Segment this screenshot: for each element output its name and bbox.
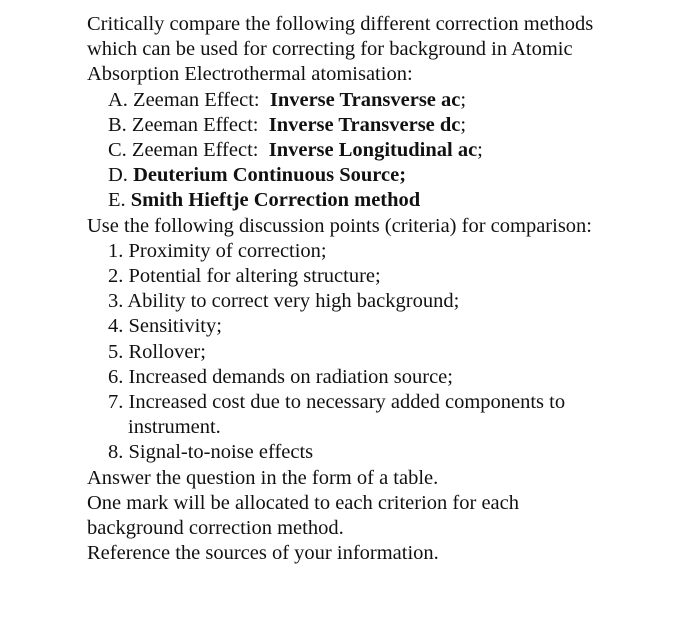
intro-line-3: Absorption Electrothermal atomisation:: [87, 63, 413, 86]
criterion-item-4: 4. Sensitivity;: [108, 315, 222, 338]
criteria-intro: Use the following discussion points (criteria) for comparison:: [87, 214, 592, 237]
criterion-item-7-continuation: instrument.: [128, 416, 221, 439]
intro-line-1: Critically compare the following different correction methods: [87, 13, 594, 35]
method-c-suffix: ;: [477, 139, 483, 162]
closing-line-2: One mark will be allocated to each criterion for each: [87, 491, 520, 514]
method-e-name: Smith Hieftje Correction method: [130, 189, 421, 212]
method-a-prefix: A. Zeeman Effect:: [108, 88, 270, 111]
method-c-name: Inverse Longitudinal ac: [268, 139, 478, 162]
criterion-item-5: 5. Rollover;: [108, 340, 206, 363]
intro-line-2: which can be used for correcting for background in Atomic: [87, 38, 573, 61]
closing-line-4: Reference the sources of your information.: [87, 542, 439, 565]
criterion-item-2: 2. Potential for altering structure;: [108, 265, 381, 288]
closing-line-1: Answer the question in the form of a table.: [87, 466, 439, 489]
criterion-item-1: 1. Proximity of correction;: [108, 239, 327, 262]
criterion-item-6: 6. Increased demands on radiation source;: [108, 365, 453, 388]
criterion-item-3: 3. Ability to correct very high background;: [108, 290, 460, 313]
method-b-suffix: ;: [460, 113, 467, 136]
criterion-item-8: 8. Signal-to-noise effects: [108, 441, 314, 464]
method-a-name: Inverse Transverse ac: [269, 88, 461, 111]
method-a-suffix: ;: [460, 88, 467, 111]
method-d-prefix: D.: [108, 164, 134, 187]
method-c-prefix: C. Zeeman Effect:: [108, 139, 269, 162]
method-d-name: Deuterium Continuous Source;: [133, 164, 407, 187]
method-item-d: [87, 163, 687, 188]
method-item-c: [87, 138, 687, 163]
method-e-prefix: E.: [108, 189, 131, 212]
method-b-name: Inverse Transverse dc: [268, 113, 461, 136]
method-b-prefix: B. Zeeman Effect:: [108, 113, 269, 136]
question-document: [87, 12, 687, 566]
method-item-a: [87, 88, 687, 113]
method-item-b: [87, 113, 687, 138]
criterion-item-7: 7. Increased cost due to necessary added components to: [108, 391, 566, 414]
method-item-e: [87, 188, 687, 213]
closing-line-3: background correction method.: [87, 517, 344, 540]
